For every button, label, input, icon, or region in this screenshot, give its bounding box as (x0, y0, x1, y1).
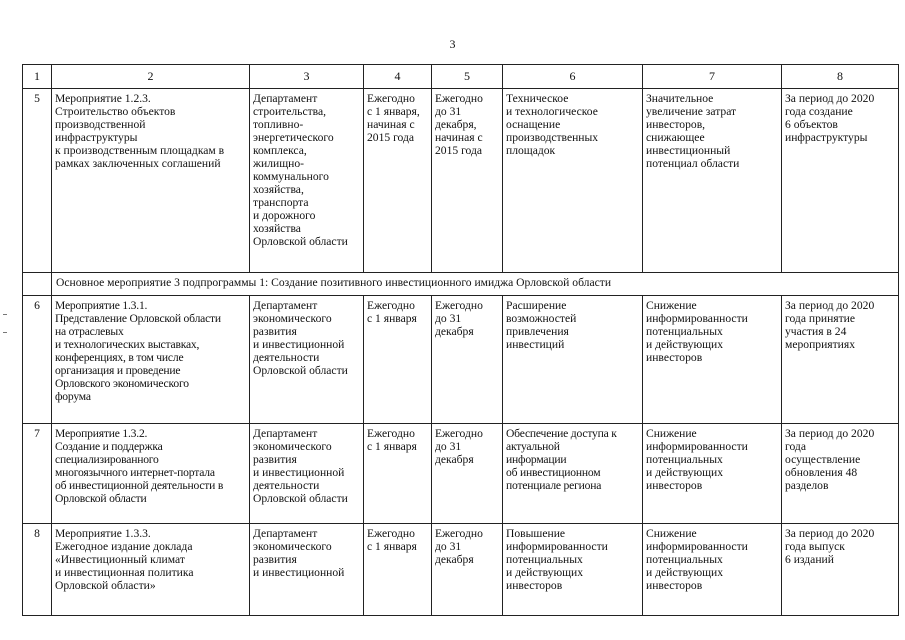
end-date-cell: Ежегодно до 31 декабря (432, 296, 503, 424)
indicator-cell: За период до 2020 года создание 6 объектов инфраструктуры (782, 89, 899, 273)
table-row (23, 424, 899, 524)
end-date-cell: Ежегодно до 31 декабря (432, 424, 503, 524)
header-col-6: 6 (503, 65, 643, 89)
table-row (23, 524, 899, 616)
result-cell: Повышение информированности потенциальных и действующих инвесторов (503, 524, 643, 616)
start-date-cell: Ежегодно с 1 января, начиная с 2015 года (364, 89, 432, 273)
header-col-8: 8 (782, 65, 899, 89)
result-cell: Расширение возможностей привлечения инвестиций (503, 296, 643, 424)
header-col-1: 1 (23, 65, 52, 89)
indicator-cell: За период до 2020 года выпуск 6 изданий (782, 524, 899, 616)
end-date-cell: Ежегодно до 31 декабря (432, 524, 503, 616)
section-number-cell (23, 273, 52, 296)
header-col-2: 2 (52, 65, 250, 89)
indicator-cell: За период до 2020 года принятие участия в 24 мероприятиях (782, 296, 899, 424)
start-date-cell: Ежегодно с 1 января (364, 424, 432, 524)
consequence-cell: Значительное увеличение затрат инвесторов, снижающее инвестиционный потенциал области (643, 89, 782, 273)
header-col-5: 5 (432, 65, 503, 89)
scan-edge-mark (3, 314, 7, 315)
row-number: 5 (23, 89, 52, 273)
event-cell: Мероприятие 1.3.3. Ежегодное издание доклада «Инвестиционный климат и инвестиционная политика Орловской области» (52, 524, 250, 616)
end-date-cell: Ежегодно до 31 декабря, начиная с 2015 года (432, 89, 503, 273)
consequence-cell: Снижение информированности потенциальных и действующих инвесторов (643, 296, 782, 424)
section-row (23, 273, 899, 296)
event-cell: Мероприятие 1.3.1. Представление Орловской области на отраслевых и технологических выставках, конференциях, в том числе организация и проведение Орловского экономического форума (52, 296, 250, 424)
consequence-cell: Снижение информированности потенциальных и действующих инвесторов (643, 524, 782, 616)
result-cell: Обеспечение доступа к актуальной информации об инвестиционном потенциале региона (503, 424, 643, 524)
table-row (23, 296, 899, 424)
indicator-cell: За период до 2020 года осуществление обновления 48 разделов (782, 424, 899, 524)
executor-cell: Департамент строительства, топливно- энергетического комплекса, жилищно- коммунального хозяйства, транспорта и дорожного хозяйства Орловской области (250, 89, 364, 273)
row-number: 8 (23, 524, 52, 616)
event-cell: Мероприятие 1.3.2. Создание и поддержка специализированного многоязычного интернет-портала об инвестиционной деятельности в Орловской области (52, 424, 250, 524)
page-number: 3 (449, 37, 456, 51)
header-col-3: 3 (250, 65, 364, 89)
scan-edge-mark (3, 332, 7, 333)
consequence-cell: Снижение информированности потенциальных и действующих инвесторов (643, 424, 782, 524)
row-number: 7 (23, 424, 52, 524)
start-date-cell: Ежегодно с 1 января (364, 524, 432, 616)
header-col-7: 7 (643, 65, 782, 89)
executor-cell: Департамент экономического развития и инвестиционной деятельности Орловской области (250, 296, 364, 424)
section-title: Основное мероприятие 3 подпрограммы 1: Создание позитивного инвестиционного имиджа Орловской области (52, 273, 899, 296)
event-cell: Мероприятие 1.2.3. Строительство объектов производственной инфраструктуры к производственным площадкам в рамках заключенных соглашений (52, 89, 250, 273)
table-row (23, 89, 899, 273)
start-date-cell: Ежегодно с 1 января (364, 296, 432, 424)
result-cell: Техническое и технологическое оснащение производственных площадок (503, 89, 643, 273)
header-col-4: 4 (364, 65, 432, 89)
header-row (23, 65, 899, 89)
activities-table (22, 64, 899, 616)
row-number: 6 (23, 296, 52, 424)
executor-cell: Департамент экономического развития и инвестиционной деятельности Орловской области (250, 424, 364, 524)
executor-cell: Департамент экономического развития и инвестиционной (250, 524, 364, 616)
